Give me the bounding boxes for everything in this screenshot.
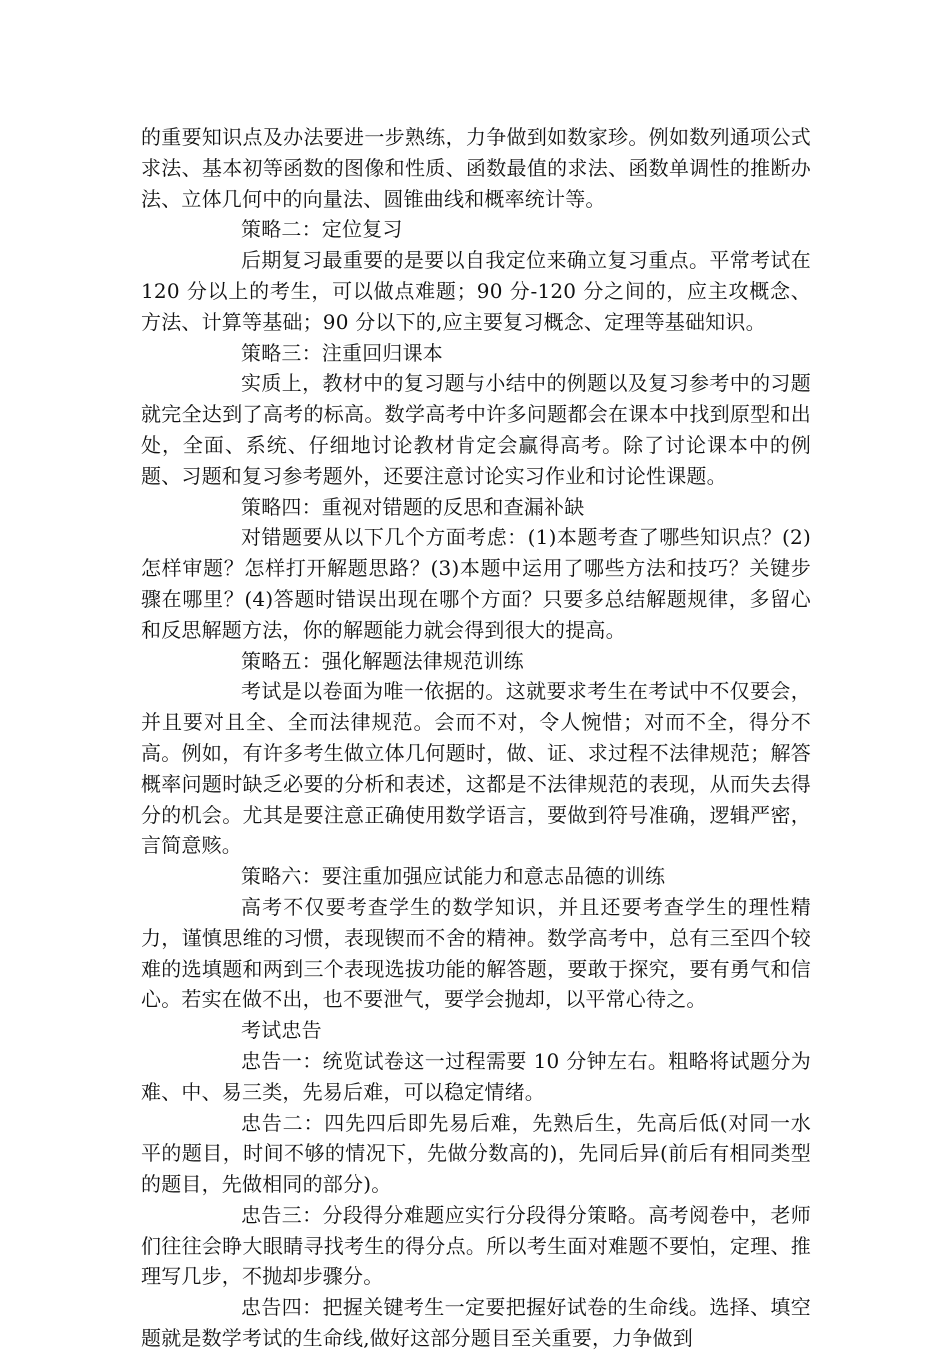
heading-strategy-2: 策略二：定位复习: [241, 217, 403, 242]
paragraph-strategy-2: 后期复习最重要的是要以自我定位来确立复习重点。平常考试在 120 分以上的考生，可以做点难题；90 分-120 分之间的，应主攻概念、方法、计算等基础；90 分以下的,应主要复习概念、定理等基础知识。: [141, 248, 811, 334]
paragraph-strategy-5: 考试是以卷面为唯一依据的。这就要求考生在考试中不仅要会，并且要对且全、全而法律规范。会而不对，令人惋惜；对而不全，得分不高。例如，有许多考生做立体几何题时，做、证、求过程不法律规范；解答概率问题时缺乏必要的分析和表述，这都是不法律规范的表现，从而失去得分的机会。尤其是要注意正确使用数学语言，要做到符号准确，逻辑严密，言简意赅。: [141, 679, 811, 858]
paragraph-strategy-6: 高考不仅要考查学生的数学知识，并且还要考查学生的理性精力，谨慎思维的习惯，表现锲而不舍的精神。数学高考中，总有三至四个较难的选填题和两到三个表现选拔功能的解答题，要敢于探究，要有勇气和信心。若实在做不出，也不要泄气，要学会抛却，以平常心待之。: [141, 894, 811, 1012]
paragraph-advice-1: 忠告一：统览试卷这一过程需要 10 分钟左右。粗略将试题分为难、中、易三类，先易后难，可以稳定情绪。: [141, 1048, 811, 1104]
heading-strategy-4: 策略四：重视对错题的反思和查漏补缺: [241, 494, 585, 519]
document-body: [141, 122, 811, 1354]
heading-strategy-6: 策略六：要注重加强应试能力和意志品德的训练: [241, 864, 666, 889]
paragraph-strategy-3: 实质上，教材中的复习题与小结中的例题以及复习参考中的习题就完全达到了高考的标高。数学高考中许多问题都会在课本中找到原型和出处，全面、系统、仔细地讨论教材肯定会赢得高考。除了讨论课本中的例题、习题和复习参考题外，还要注意讨论实习作业和讨论性课题。: [141, 371, 811, 488]
paragraph-advice-4: 忠告四：把握关键考生一定要把握好试卷的生命线。选择、填空题就是数学考试的生命线,做好这部分题目至关重要，力争做到: [141, 1295, 811, 1351]
paragraph-advice-2: 忠告二：四先四后即先易后难，先熟后生，先高后低(对同一水平的题目，时间不够的情况下，先做分数高的)，先同后异(前后有相同类型的题目，先做相同的部分)。: [141, 1110, 811, 1197]
heading-exam-advice: 考试忠告: [241, 1018, 322, 1043]
heading-strategy-3: 策略三：注重回归课本: [241, 340, 443, 365]
paragraph-advice-3: 忠告三：分段得分难题应实行分段得分策略。高考阅卷中，老师们往往会睁大眼睛寻找考生的得分点。所以考生面对难题不要怕，定理、推理写几步，不抛却步骤分。: [141, 1202, 811, 1289]
heading-strategy-5: 策略五：强化解题法律规范训练: [241, 648, 524, 673]
paragraph-strategy-4: 对错题要从以下几个方面考虑：(1)本题考查了哪些知识点？(2)怎样审题？怎样打开解题思路？(3)本题中运用了哪些方法和技巧？关键步骤在哪里？(4)答题时错误出现在哪个方面？只要多总结解题规律，多留心和反思解题方法，你的解题能力就会得到很大的提高。: [141, 525, 811, 642]
paragraph-continuation: 的重要知识点及办法要进一步熟练，力争做到如数家珍。例如数列通项公式求法、基本初等函数的图像和性质、函数最值的求法、函数单调性的推断办法、立体几何中的向量法、圆锥曲线和概率统计等。: [141, 125, 811, 211]
